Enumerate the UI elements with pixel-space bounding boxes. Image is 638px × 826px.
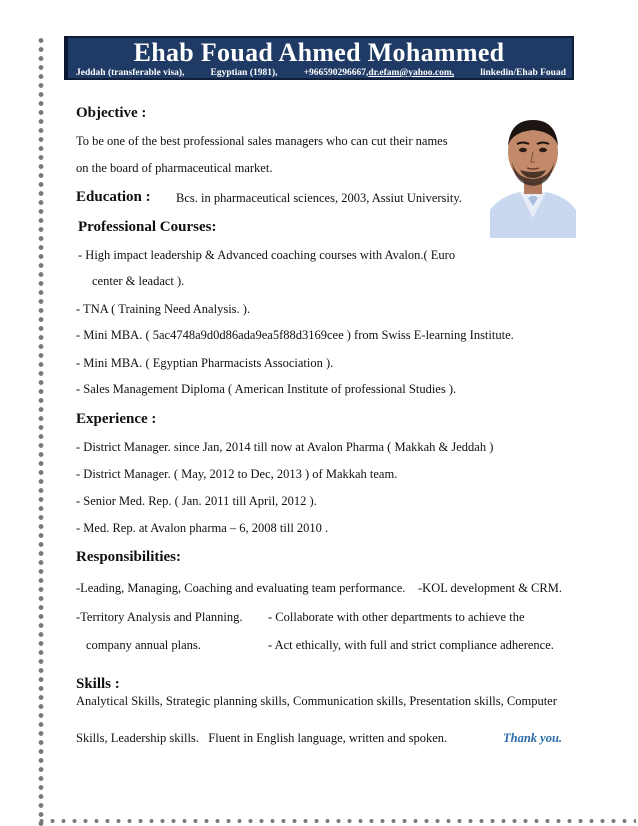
responsibilities-heading: Responsibilities: (76, 549, 182, 565)
experience-item: - District Manager. since Jan, 2014 till now at Avalon Pharma ( Makkah & Jeddah ) (76, 440, 494, 454)
responsibility-item: -Leading, Managing, Coaching and evaluating team performance. (76, 581, 406, 595)
skills-line-1: Analytical Skills, Strategic planning skills, Communication skills, Presentation skills, Computer (76, 694, 557, 708)
profile-photo (490, 112, 576, 238)
course-item: - TNA ( Training Need Analysis. ). (76, 302, 251, 316)
contact-line (76, 68, 566, 79)
objective-heading: Objective : (76, 105, 147, 121)
responsibility-item: - Act ethically, with full and strict compliance adherence. (268, 638, 554, 652)
contact-location: Jeddah (transferable visa), (76, 68, 185, 78)
thank-you-note: Thank you. (503, 731, 563, 745)
responsibility-item: - Collaborate with other departments to achieve the (268, 610, 525, 624)
course-item: center & leadact ). (92, 274, 185, 288)
responsibility-item: -Territory Analysis and Planning. (76, 610, 243, 624)
contact-phone: +966590296667, (303, 68, 369, 78)
objective-line-1: To be one of the best professional sales managers who can cut their names (76, 134, 448, 148)
header-stripe (64, 36, 68, 80)
experience-item: - District Manager. ( May, 2012 to Dec, 2013 ) of Makkah team. (76, 467, 398, 481)
education-text: Bcs. in pharmaceutical sciences, 2003, Assiut University. (176, 191, 462, 205)
objective-line-2: on the board of pharmaceutical market. (76, 161, 273, 175)
experience-heading: Experience : (76, 411, 157, 427)
skills-line-2: Skills, Leadership skills. Fluent in English language, written and spoken. (76, 731, 448, 745)
responsibility-item: -KOL development & CRM. (418, 581, 562, 595)
course-item: - High impact leadership & Advanced coaching courses with Avalon.( Euro (78, 248, 456, 262)
skills-heading: Skills : (76, 676, 120, 692)
dotted-border-left (36, 36, 46, 826)
contact-nationality: Egyptian (1981), (210, 68, 278, 78)
experience-item: - Med. Rep. at Avalon pharma – 6, 2008 till 2010 . (76, 521, 329, 535)
contact-linkedin: linkedin/Ehab Fouad (480, 68, 566, 78)
course-item: - Sales Management Diploma ( American Institute of professional Studies ). (76, 382, 457, 396)
course-item: - Mini MBA. ( Egyptian Pharmacists Association ). (76, 356, 334, 370)
courses-heading: Professional Courses: (78, 219, 217, 235)
education-heading: Education : (76, 189, 151, 205)
responsibility-item: company annual plans. (86, 638, 201, 652)
header-banner (64, 36, 574, 80)
experience-item: - Senior Med. Rep. ( Jan. 2011 till April, 2012 ). (76, 494, 317, 508)
course-item: - Mini MBA. ( 5ac4748a9d0d86ada9ea5f88d3169cee ) from Swiss E-learning Institute. (76, 328, 514, 342)
profile-photo-icon (490, 112, 576, 238)
dotted-border-bottom (36, 816, 636, 826)
candidate-name: Ehab Fouad Ahmed Mohammed (133, 38, 505, 67)
contact-phone-and-email (304, 68, 455, 79)
contact-email-link[interactable]: dr.efam@yahoo.com, (368, 68, 455, 78)
